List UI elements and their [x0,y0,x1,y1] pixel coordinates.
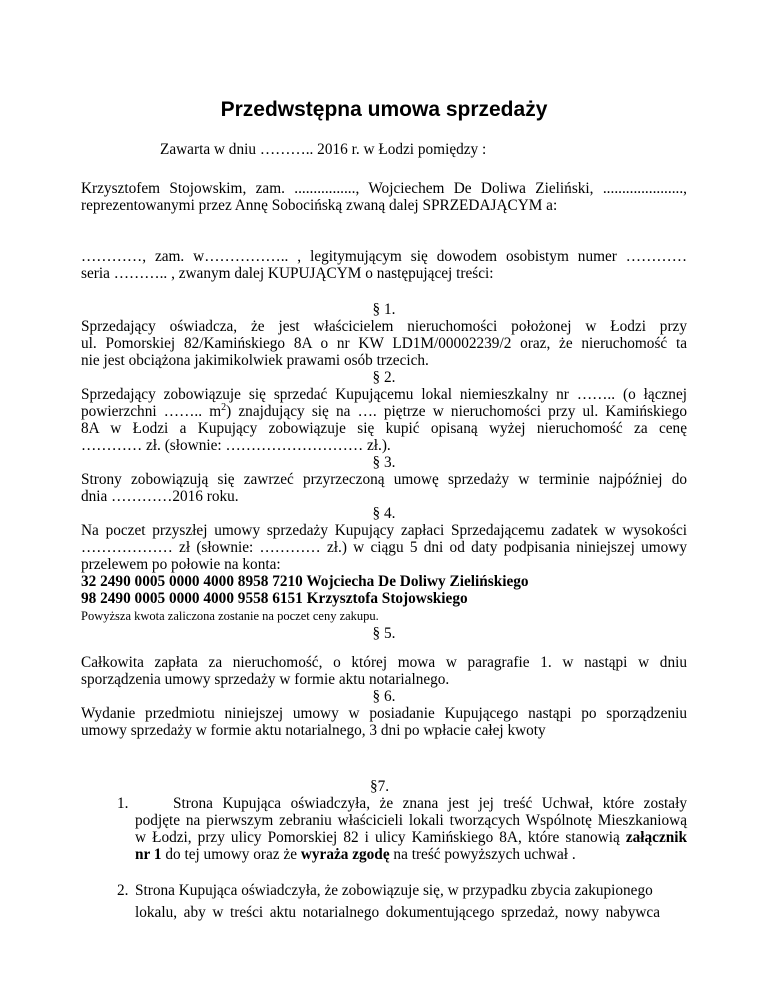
seller-line-1: Krzysztofem Stojowskim, zam. ................, Wojciechem De Doliwa Zieliński, ....................., [81,180,687,197]
section-1-line-1: Sprzedający oświadcza, że jest właścicielem nieruchomości położonej w Łodzi przy [81,318,687,335]
section-2-line-2-post: ) znajdujący się na …. piętrze w nieruchomości przy ul. Kamińskiego [226,403,687,420]
seller-line-2: reprezentowanymi przez Annę Sobocińską zwaną dalej SPRZEDAJĄCYM a: [81,197,558,214]
list-number-2: 2. [117,882,129,899]
intro-line: Zawarta w dniu ……….. 2016 r. w Łodzi pomiędzy : [160,141,487,158]
buyer-line-1: …………, zam. w…………….. , legitymującym się dowodem osobistym numer ………… [81,248,687,265]
document-title: Przedwstępna umowa sprzedaży [220,98,548,121]
section-4-line-2: ……………… zł (słownie: ………… zł.) w ciągu 5 dni od daty podpisania niniejszej umowy [81,539,687,556]
attachment-bold: załącznik [625,829,688,846]
section-7-item-1-line-4 [135,846,576,863]
section-2-line-3: 8A w Łodzi a Kupujący zobowiązuje się kupić opisaną wyżej nieruchomość za cenę [81,420,687,437]
section-5-heading: § 5. [372,625,396,642]
section-3-line-1: Strony zobowiązują się zawrzeć przyrzeczoną umowę sprzedaży w terminie najpóźniej do [81,471,687,488]
section-7-item-1-line-2: podjęte na pierwszym zebraniu właścicieli lokali tworzących Wspólnotę Mieszkaniową [135,812,687,829]
section-7-item-1-line-3 [135,829,687,846]
attachment-number-bold: nr 1 [135,846,162,863]
section-7-heading: §7. [370,778,390,795]
section-5-line-2: sporządzenia umowy sprzedaży w formie aktu notarialnego. [81,671,450,688]
bank-account-1: 32 2490 0005 0000 4000 8958 7210 Wojciecha De Doliwy Zielińskiego [81,573,529,590]
section-2-line-2 [81,403,687,420]
section-3-heading: § 3. [372,454,396,471]
section-5-line-1: Całkowita zapłata za nieruchomość, o której mowa w paragrafie 1. w nastąpi w dniu [81,654,687,671]
section-7-item-1-line-1: Strona Kupująca oświadczyła, że znana jest jej treść Uchwał, które zostały [173,795,687,812]
section-7-item-1-line-4-post: na treść powyższych uchwał . [389,846,576,863]
bank-account-2: 98 2490 0005 0000 4000 9558 6151 Krzysztofa Stojowskiego [81,590,468,607]
list-number-1: 1. [117,795,129,812]
section-2-line-1: Sprzedający zobowiązuje się sprzedać Kupującemu lokal niemieszkalny nr …….. (o łącznej [81,386,687,403]
section-7-item-2-line-2: lokalu, aby w treści aktu notarialnego dokumentującego sprzedaż, nowy nabywca [135,904,660,921]
area-unit-superscript: 2 [221,401,227,413]
section-2-heading: § 2. [372,369,396,386]
buyer-line-2: seria ……….. , zwanym dalej KUPUJĄCYM o następującej treści: [81,265,494,282]
section-4-line-3: przelewem po połowie na konta: [81,556,281,573]
section-4-note: Powyższa kwota zaliczona zostanie na poczet ceny zakupu. [81,609,379,623]
section-1-line-2: ul. Pomorskiej 82/Kamińskiego 8A o nr KW LD1M/00002239/2 oraz, że nieruchomość ta [81,335,687,352]
section-2-line-2-pre: powierzchni …….. m [81,403,222,420]
section-2-line-4: ………… zł. (słownie: ……………………… zł.). [81,437,391,454]
section-7-item-2-line-1: Strona Kupująca oświadczyła, że zobowiązuje się, w przypadku zbycia zakupionego [135,882,653,899]
section-1-line-3: nie jest obciążona jakimikolwiek prawami osób trzecich. [81,352,429,369]
section-7-item-1-line-4-mid: do tej umowy oraz że [161,846,301,863]
section-4-line-1: Na poczet przyszłej umowy sprzedaży Kupujący zapłaci Sprzedającemu zadatek w wysokości [81,522,687,539]
section-1-heading: § 1. [372,301,396,318]
section-7-item-1-line-3-text: w Łodzi, przy ulicy Pomorskiej 82 i ulicy Kamińskiego 8A, które stanowią [135,829,620,846]
consent-bold: wyraża zgodę [300,846,390,863]
section-6-line-2: umowy sprzedaży w formie aktu notarialnego, 3 dni po wpłacie całej kwoty [81,722,546,739]
section-4-heading: § 4. [372,505,396,522]
section-3-line-2: dnia …………2016 roku. [81,488,239,505]
section-6-heading: § 6. [372,688,396,705]
section-6-line-1: Wydanie przedmiotu niniejszej umowy w posiadanie Kupującego nastąpi po sporządzeniu [81,705,687,722]
